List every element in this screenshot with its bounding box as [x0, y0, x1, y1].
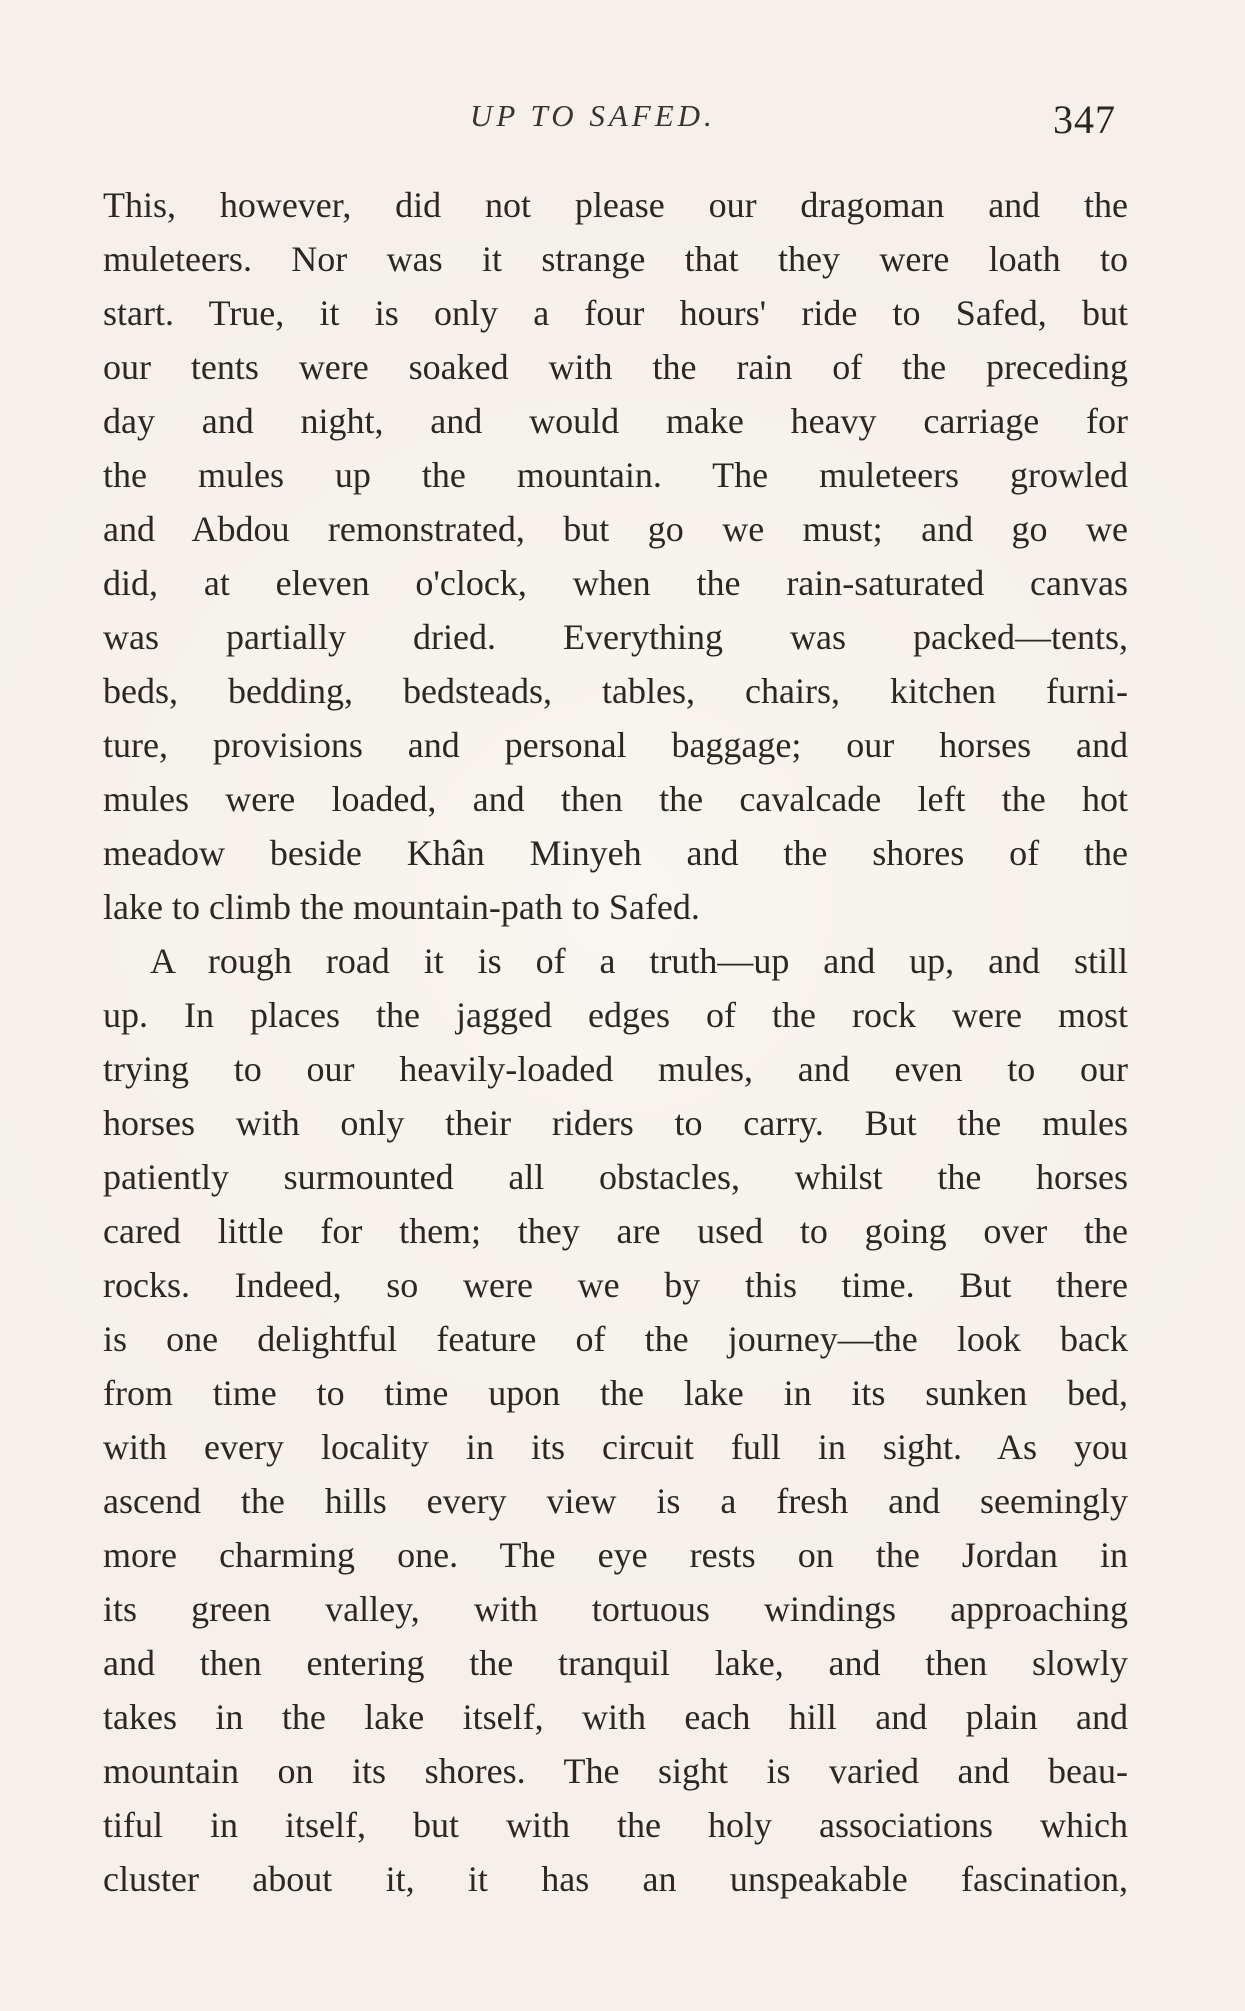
paragraph-start-line: A rough road it is of a truth—up and up, and still [150, 941, 1128, 981]
text-line: patiently surmounted all obstacles, whilst the horses [103, 1157, 1128, 1197]
text-line: start. True, it is only a four hours' ride to Safed, but [103, 293, 1128, 333]
text-line: beds, bedding, bedsteads, tables, chairs, kitchen furni- [103, 671, 1128, 711]
text-line: This, however, did not please our dragoman and the [103, 185, 1128, 225]
text-line: cluster about it, it has an unspeakable fascination, [103, 1859, 1128, 1899]
text-line: horses with only their riders to carry. But the mules [103, 1103, 1128, 1143]
text-line: mountain on its shores. The sight is varied and beau- [103, 1751, 1128, 1791]
text-line: up. In places the jagged edges of the rock were most [103, 995, 1128, 1035]
text-line: was partially dried. Everything was packed—tents, [103, 617, 1128, 657]
text-line: our tents were soaked with the rain of the preceding [103, 347, 1128, 387]
text-line: tiful in itself, but with the holy associations which [103, 1805, 1128, 1845]
text-line: takes in the lake itself, with each hill and plain and [103, 1697, 1128, 1737]
text-line: and Abdou remonstrated, but go we must; and go we [103, 509, 1128, 549]
text-line: and then entering the tranquil lake, and then slowly [103, 1643, 1128, 1683]
text-line: trying to our heavily-loaded mules, and even to our [103, 1049, 1128, 1089]
body-text [103, 178, 1128, 1906]
page-number: 347 [1053, 97, 1116, 142]
text-line: ascend the hills every view is a fresh and seemingly [103, 1481, 1128, 1521]
text-line: with every locality in its circuit full in sight. As you [103, 1427, 1128, 1467]
text-line: the mules up the mountain. The muleteers growled [103, 455, 1128, 495]
text-line: cared little for them; they are used to going over the [103, 1211, 1128, 1251]
text-line: did, at eleven o'clock, when the rain-saturated canvas [103, 563, 1128, 603]
running-head: UP TO SAFED. [470, 98, 716, 133]
text-line: muleteers. Nor was it strange that they were loath to [103, 239, 1128, 279]
text-line: mules were loaded, and then the cavalcade left the hot [103, 779, 1128, 819]
text-line: more charming one. The eye rests on the Jordan in [103, 1535, 1128, 1575]
paragraph-end-line: lake to climb the mountain-path to Safed. [103, 887, 700, 927]
text-line: its green valley, with tortuous windings approaching [103, 1589, 1128, 1629]
text-line: rocks. Indeed, so were we by this time. But there [103, 1265, 1128, 1305]
text-line: is one delightful feature of the journey—the look back [103, 1319, 1128, 1359]
text-line: from time to time upon the lake in its sunken bed, [103, 1373, 1128, 1413]
text-line: meadow beside Khân Minyeh and the shores of the [103, 833, 1128, 873]
text-line: day and night, and would make heavy carriage for [103, 401, 1128, 441]
text-line: ture, provisions and personal baggage; our horses and [103, 725, 1128, 765]
